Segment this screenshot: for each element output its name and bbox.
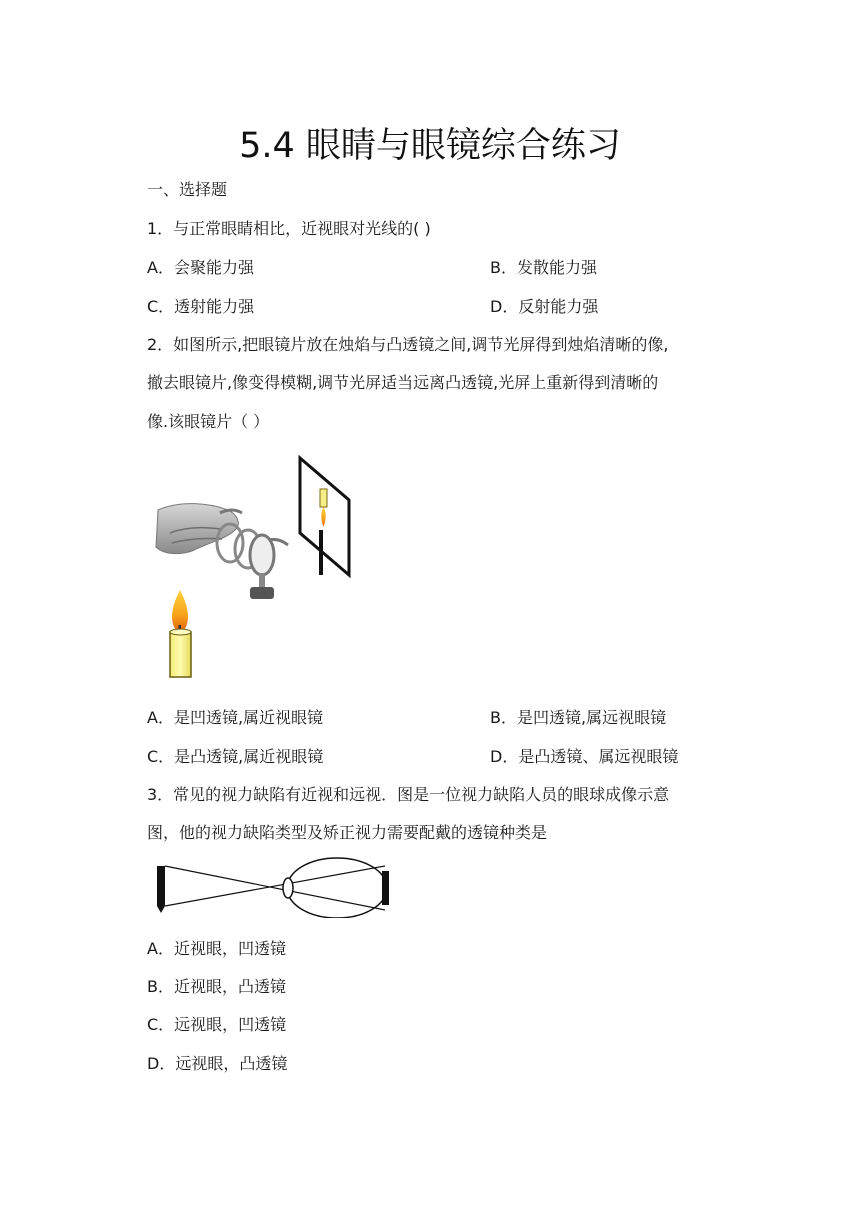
q2-stem-line1: 2．如图所示,把眼镜片放在烛焰与凸透镜之间,调节光屏得到烛焰清晰的像, (147, 335, 669, 354)
q1-option-a: A．会聚能力强 (147, 258, 254, 277)
q1-option-d: D．反射能力强 (490, 297, 599, 316)
object-bar (157, 866, 165, 906)
crystalline-lens (283, 878, 293, 898)
q2-stem-line3: 像.该眼镜片（ ） (147, 412, 270, 431)
candle-lens-screen-figure (150, 455, 365, 685)
image-bar (382, 871, 389, 905)
eyeball (287, 858, 387, 918)
section-heading: 一、选择题 (147, 180, 228, 199)
q3-option-a: A．近视眼，凹透镜 (147, 939, 286, 958)
q3-option-d: D．远视眼，凸透镜 (147, 1054, 288, 1073)
page-title: 5.4 眼睛与眼镜综合练习 (239, 126, 621, 166)
q3-stem-line2: 图，他的视力缺陷类型及矫正视力需要配戴的透镜种类是 (147, 823, 548, 842)
q3-option-b: B．近视眼，凸透镜 (147, 977, 286, 996)
eye-imaging-diagram (150, 848, 395, 918)
convex-lens (250, 535, 274, 599)
q2-option-b: B．是凹透镜,属远视眼镜 (490, 708, 667, 727)
q3-option-c: C．远视眼，凹透镜 (147, 1015, 287, 1034)
q2-stem-line2: 撤去眼镜片,像变得模糊,调节光屏适当远离凸透镜,光屏上重新得到清晰的 (147, 373, 659, 392)
screen (300, 458, 349, 575)
q1-option-c: C．透射能力强 (147, 297, 255, 316)
q2-option-d: D．是凸透镜、属远视眼镜 (490, 747, 679, 766)
q1-option-b: B．发散能力强 (490, 258, 597, 277)
q2-option-c: C．是凸透镜,属近视眼镜 (147, 747, 324, 766)
q1-stem: 1．与正常眼睛相比，近视眼对光线的( ) (147, 219, 431, 238)
q2-option-a: A．是凹透镜,属近视眼镜 (147, 708, 324, 727)
candle (170, 590, 191, 677)
q3-stem-line1: 3．常见的视力缺陷有近视和远视．图是一位视力缺陷人员的眼球成像示意 (147, 785, 670, 804)
